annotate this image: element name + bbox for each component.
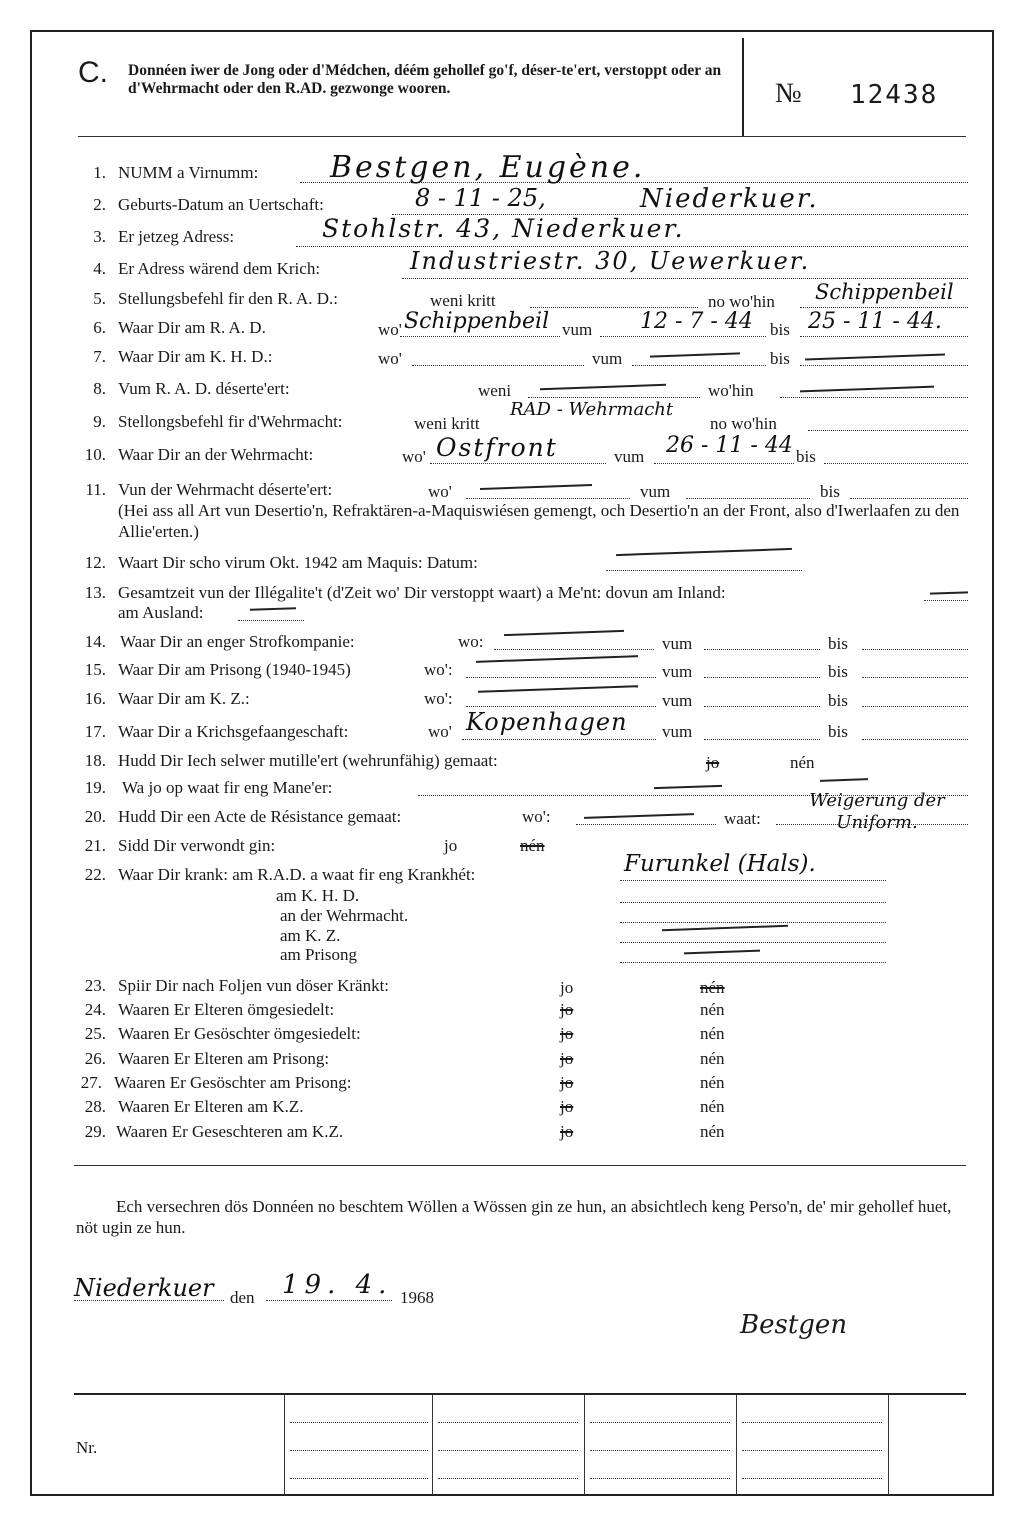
- fill-line: [800, 307, 968, 308]
- option-nen: nén: [700, 1073, 725, 1092]
- item-sublabel: am K. H. D.: [276, 886, 360, 905]
- fill-line: [800, 336, 968, 337]
- item-number: 11.: [85, 480, 106, 499]
- item-label: Wa jo op waat fir eng Mane'er:: [122, 778, 333, 797]
- handwritten-resistance: Weigerung der Uniform.: [809, 790, 945, 833]
- item-number: 3.: [93, 227, 106, 246]
- handwritten-rad-place: Schippenbeil: [404, 309, 550, 334]
- fill-line: [862, 677, 968, 678]
- field-label: wo': [378, 320, 402, 339]
- fill-line: [528, 397, 700, 398]
- item-number: 7.: [93, 347, 106, 366]
- item-number: 20.: [84, 807, 106, 826]
- item-number: 24.: [84, 1000, 106, 1019]
- fill-line: [576, 824, 716, 825]
- fill-line: [800, 365, 968, 366]
- field-label: bis: [770, 349, 790, 368]
- handwritten-war-address: Industriestr. 30, Uewerkuer.: [410, 247, 811, 275]
- item-label: Waar Dir am Prisong (1940-1945): [118, 660, 351, 679]
- fill-line: [430, 463, 606, 464]
- field-label: vum: [562, 320, 593, 339]
- field-label: vum: [640, 482, 671, 501]
- item-label: Waar Dir am K. H. D.:: [118, 347, 273, 366]
- item-number: 10.: [84, 445, 106, 464]
- fill-line: [620, 942, 886, 943]
- fill-line: [924, 600, 968, 601]
- item-number: 12.: [84, 553, 106, 572]
- field-label: wo': [378, 349, 402, 368]
- item-number: 8.: [93, 379, 106, 398]
- fill-line: [412, 365, 584, 366]
- fill-line: [620, 902, 886, 903]
- field-label: wo':: [424, 660, 453, 679]
- footer-divider: [736, 1395, 737, 1495]
- handwritten-rad-to: 25 - 11 - 44.: [808, 309, 942, 334]
- handwritten-front-from: 26 - 11 - 44: [666, 433, 793, 458]
- option-jo-crossed: jo: [706, 753, 720, 772]
- item-label: Er jetzeg Adress:: [118, 227, 235, 246]
- footer-divider: [284, 1395, 285, 1495]
- item-number: 1.: [93, 163, 106, 182]
- field-label: wo':: [424, 689, 453, 708]
- item-number: 23.: [84, 976, 106, 995]
- fill-line: [654, 463, 794, 464]
- signature: Bestgen: [740, 1310, 848, 1340]
- fill-line: [590, 1478, 730, 1479]
- fill-line: [620, 962, 886, 963]
- nr-label: Nr.: [76, 1438, 98, 1457]
- fill-line: [704, 739, 820, 740]
- footer-top-rule: [74, 1393, 966, 1395]
- item-label: Waaren Er Geseschteren am K.Z.: [116, 1122, 344, 1141]
- item-label: Er Adress wärend dem Krich:: [118, 259, 321, 278]
- option-jo: jo: [444, 836, 458, 855]
- handwritten-birthdate: 8 - 11 - 25,: [415, 184, 546, 212]
- fill-line: [590, 1422, 730, 1423]
- field-label: vum: [662, 722, 693, 741]
- item-label: Vun der Wehrmacht déserte'ert:: [118, 480, 333, 499]
- fill-line: [606, 570, 802, 571]
- fill-line: [402, 278, 968, 279]
- item-label: Waaren Er Elteren am Prisong:: [118, 1049, 330, 1068]
- item-label: Waart Dir scho virum Okt. 1942 am Maquis: Datum:: [118, 553, 478, 572]
- header-divider: [742, 38, 744, 136]
- field-label: bis: [770, 320, 790, 339]
- item-number: 15.: [84, 660, 106, 679]
- field-label: weni kritt: [414, 414, 480, 433]
- item-note: (Hei ass all Art vun Desertio'n, Refraktären-a-Maquiswiésen gemengt, och Desertio'n an der Front, also d'Iwerlaafen zu den Allie'erten.): [118, 501, 960, 541]
- option-nen: nén: [700, 1024, 725, 1043]
- footer-divider: [432, 1395, 433, 1495]
- fill-line: [704, 649, 820, 650]
- fill-line: [266, 1300, 392, 1301]
- field-label: bis: [828, 722, 848, 741]
- option-jo-crossed: jo: [560, 1073, 574, 1092]
- field-label: weni: [478, 381, 512, 400]
- item-number: 18.: [84, 751, 106, 770]
- item-sublabel: am Prisong: [280, 945, 357, 964]
- number-sign: №: [775, 78, 802, 109]
- fill-line: [824, 463, 968, 464]
- fill-line: [438, 1478, 578, 1479]
- item-number: 9.: [93, 412, 106, 431]
- fill-line: [632, 365, 766, 366]
- field-label: no wo'hin: [710, 414, 777, 433]
- item-number: 27.: [80, 1073, 102, 1092]
- item-label: Hudd Dir een Acte de Résistance gemaat:: [118, 807, 402, 826]
- item-number: 5.: [93, 289, 106, 308]
- fill-line: [438, 1450, 578, 1451]
- item-label: Waaren Er Gesöschter am Prisong:: [114, 1073, 352, 1092]
- field-label: wo': [402, 447, 426, 466]
- field-label: wo:: [458, 632, 484, 651]
- form-number: 12438: [850, 80, 939, 110]
- field-label: wo': [428, 482, 452, 501]
- item-number: 28.: [84, 1097, 106, 1116]
- fill-line: [620, 880, 886, 881]
- fill-line: [704, 706, 820, 707]
- option-nen: nén: [700, 1000, 725, 1019]
- item-number: 2.: [93, 195, 106, 214]
- handwritten-destination: Schippenbeil: [815, 280, 954, 304]
- option-jo-crossed: jo: [560, 1097, 574, 1116]
- fill-line: [466, 498, 630, 499]
- item-label: Vum R. A. D. déserte'ert:: [118, 379, 290, 398]
- handwritten-front: Ostfront: [436, 433, 558, 462]
- fill-line: [590, 1450, 730, 1451]
- printed-year: 1968: [400, 1288, 434, 1307]
- footer-divider: [584, 1395, 585, 1495]
- field-label: waat:: [724, 809, 761, 828]
- field-label: no wo'hin: [708, 292, 775, 311]
- fill-line: [494, 649, 654, 650]
- item-label: Stellongsbefehl fir d'Wehrmacht:: [118, 412, 343, 431]
- handwritten-name: Bestgen, Eugène.: [330, 150, 646, 185]
- item-number: 29.: [84, 1122, 106, 1141]
- option-jo: jo: [560, 978, 574, 997]
- field-label: vum: [662, 691, 693, 710]
- item-label: Waaren Er Gesöschter ömgesiedelt:: [118, 1024, 361, 1043]
- item-label: NUMM a Virnumm:: [118, 163, 259, 182]
- header-rule: [78, 136, 966, 137]
- fill-line: [290, 1422, 428, 1423]
- option-jo-crossed: jo: [560, 1122, 574, 1141]
- handwritten-date: 19. 4.: [282, 1270, 393, 1300]
- item-label: Stellungsbefehl fir den R. A. D.:: [118, 289, 339, 308]
- field-label: bis: [828, 634, 848, 653]
- fill-line: [862, 739, 968, 740]
- handwritten-place: Niederkuer: [74, 1274, 214, 1302]
- fill-line: [862, 649, 968, 650]
- item-label: Sidd Dir verwondt gin:: [118, 836, 276, 855]
- item-number: 17.: [84, 722, 106, 741]
- handwritten-order: RAD - Wehrmacht: [510, 399, 674, 420]
- item-number: 16.: [84, 689, 106, 708]
- option-nen: nén: [700, 1122, 725, 1141]
- option-nen-crossed: nén: [520, 836, 545, 855]
- footer-divider: [888, 1395, 889, 1495]
- handwritten-rad-from: 12 - 7 - 44: [640, 309, 753, 334]
- field-label: bis: [820, 482, 840, 501]
- option-nen-crossed: nén: [700, 978, 725, 997]
- fill-line: [850, 498, 968, 499]
- section-rule: [74, 1165, 966, 1166]
- item-number: 26.: [84, 1049, 106, 1068]
- fill-line: [438, 1422, 578, 1423]
- field-label: bis: [828, 691, 848, 710]
- field-label: vum: [662, 634, 693, 653]
- option-nen: nén: [700, 1049, 725, 1068]
- item-number: 25.: [84, 1024, 106, 1043]
- handwritten-birthplace: Niederkuer.: [640, 184, 819, 214]
- item-number: 13.: [84, 583, 106, 602]
- field-label: den: [230, 1288, 255, 1307]
- handwritten-captivity-place: Kopenhagen: [466, 708, 628, 736]
- field-label: wo':: [522, 807, 551, 826]
- option-jo-crossed: jo: [560, 1000, 574, 1019]
- item-label: Spiir Dir nach Foljen vun döser Kränkt:: [118, 976, 390, 995]
- fill-line: [780, 397, 968, 398]
- fill-line: [742, 1478, 882, 1479]
- fill-line: [600, 336, 766, 337]
- item-label: Geburts-Datum an Uertschaft:: [118, 195, 324, 214]
- field-label: vum: [614, 447, 645, 466]
- item-label: Waar Dir krank: am R.A.D. a waat fir eng Krankhét:: [118, 865, 476, 884]
- item-label: Waar Dir an enger Strofkompanie:: [120, 632, 355, 651]
- fill-line: [530, 307, 698, 308]
- item-label: Waaren Er Elteren ömgesiedelt:: [118, 1000, 335, 1019]
- fill-line: [74, 1300, 224, 1301]
- declaration-text: Ech versechren dös Donnéen no beschtem Wöllen a Wössen gin ze hun, an absichtlech keng Perso'n, de' mir gehollef huet, nöt ugin ze hun.: [76, 1197, 952, 1237]
- item-number: 22.: [84, 865, 106, 884]
- item-label: Waar Dir an der Wehrmacht:: [118, 445, 314, 464]
- fill-line: [704, 677, 820, 678]
- handwritten-illness: Furunkel (Hals).: [624, 851, 816, 877]
- header-text: Donnéen iwer de Jong oder d'Médchen, déém gehollef go'f, déser-te'ert, verstoppt oder an d'Wehrmacht oder den R.AD. gezwonge wooren.: [128, 62, 722, 97]
- field-label: wo': [428, 722, 452, 741]
- item-number: 4.: [93, 259, 106, 278]
- fill-line: [742, 1450, 882, 1451]
- field-label: vum: [662, 662, 693, 681]
- item-sublabel: an der Wehrmacht.: [280, 906, 409, 925]
- handwritten-address: Stohlstr. 43, Niederkuer.: [322, 214, 685, 243]
- field-label: bis: [828, 662, 848, 681]
- fill-line: [862, 706, 968, 707]
- option-jo-crossed: jo: [560, 1049, 574, 1068]
- fill-line: [686, 498, 810, 499]
- option-nen: nén: [700, 1097, 725, 1116]
- fill-line: [466, 706, 656, 707]
- fill-line: [238, 620, 304, 621]
- fill-line: [290, 1450, 428, 1451]
- section-letter: C.: [78, 56, 108, 89]
- fill-line: [466, 677, 656, 678]
- fill-line: [290, 1478, 428, 1479]
- item-sublabel: am K. Z.: [280, 926, 341, 945]
- fill-line: [742, 1422, 882, 1423]
- fill-line: [808, 430, 968, 431]
- item-label: am Ausland:: [118, 603, 204, 622]
- field-label: wo'hin: [708, 381, 754, 400]
- item-label: Gesamtzeit vun der Illégalite't (d'Zeit wo' Dir verstoppt waart) a Me'nt: dovun am Inland:: [118, 583, 726, 602]
- item-number: 14.: [84, 632, 106, 651]
- fill-line: [620, 922, 886, 923]
- fill-line: [462, 739, 656, 740]
- item-label: Waar Dir am R. A. D.: [118, 318, 266, 337]
- option-jo-crossed: jo: [560, 1024, 574, 1043]
- item-number: 21.: [84, 836, 106, 855]
- option-nen: nén: [790, 753, 815, 772]
- item-number: 6.: [93, 318, 106, 337]
- field-label: weni kritt: [430, 291, 496, 310]
- item-label: Hudd Dir Iech selwer mutille'ert (wehrunfähig) gemaat:: [118, 751, 498, 770]
- fill-line: [400, 336, 560, 337]
- item-label: Waaren Er Elteren am K.Z.: [118, 1097, 304, 1116]
- item-number: 19.: [84, 778, 106, 797]
- item-label: Waar Dir am K. Z.:: [118, 689, 250, 708]
- field-label: vum: [592, 349, 623, 368]
- item-label: Waar Dir a Krichsgefaangeschaft:: [118, 722, 349, 741]
- field-label: bis: [796, 447, 816, 466]
